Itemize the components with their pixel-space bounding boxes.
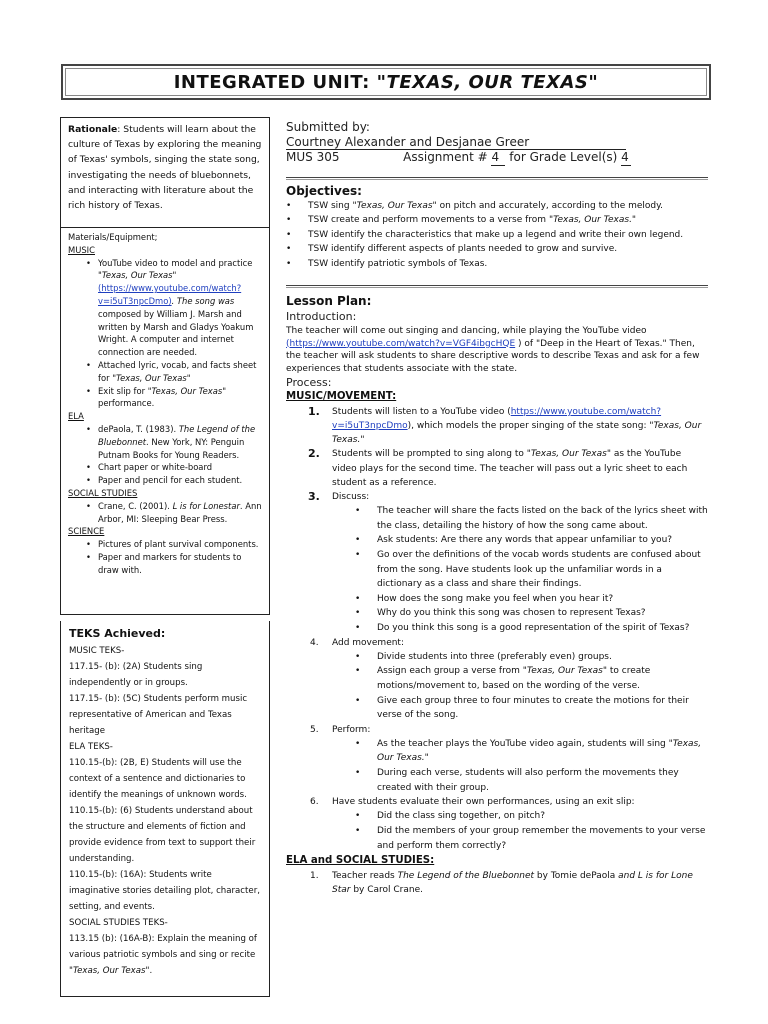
- course-line: [286, 150, 708, 166]
- teks-box: [60, 621, 270, 997]
- discuss-list: [332, 504, 708, 635]
- list-item: • Pictures of plant survival components.: [86, 538, 263, 551]
- rationale-label: Rationale: [68, 124, 118, 135]
- introduction-heading: Introduction:: [286, 310, 357, 324]
- title-italic: "TEXAS, OUR TEXAS": [376, 72, 599, 93]
- materials-ss-label: SOCIAL STUDIES: [68, 487, 138, 498]
- divider: [286, 177, 708, 180]
- list-item: 1. Teacher reads The Legend of the Bluebonnet by Tomie dePaola and L is for Lone Star by Carol Crane.: [310, 870, 693, 895]
- teks-line: MUSIC TEKS-: [69, 646, 125, 656]
- list-item: • Paper and pencil for each student.: [86, 474, 263, 487]
- teks-heading: TEKS Achieved:: [69, 627, 166, 640]
- list-item: • TSW identify the characteristics that make up a legend and write their own legend.: [308, 228, 708, 242]
- submitted-names: Courtney Alexander and Desjanae Greer: [286, 135, 626, 151]
- youtube-link[interactable]: (https://www.youtube.com/watch?v=i5uT3npcDmo): [98, 283, 242, 306]
- teks-line: SOCIAL STUDIES TEKS-: [69, 918, 168, 928]
- teks-line: 113.15 (b): (16A-B): Explain the meaning of various patriotic symbols and sing or recite "Texas, Our Texas".: [69, 934, 257, 976]
- materials-music-label: MUSIC: [68, 244, 95, 255]
- list-item: • Give each group three to four minutes to create the motions for their verse of the song.: [377, 694, 708, 723]
- assignment-label: Assignment #: [403, 150, 492, 164]
- list-item: • Chart paper or white-board: [86, 461, 263, 474]
- materials-ela-label: ELA: [68, 411, 84, 422]
- list-item: • Ask students: Are there any words that appear unfamiliar to you?: [377, 533, 708, 548]
- teks-line: 110.15-(b): (2B, E) Students will use the context of a sentence and dictionaries to identify the meanings of unknown words.: [69, 758, 247, 800]
- teks-line: ELA TEKS-: [69, 742, 113, 752]
- list-item: • The teacher will share the facts listed on the back of the lyrics sheet with the class, detailing the history of how the song came about.: [377, 504, 708, 533]
- music-steps: [286, 405, 708, 854]
- list-item: 4. Add movement: • Divide students into three (preferably even) groups. • Assign each group a verse from "Texas, Our Texas" to create motions/movement to, based on the wording of the verse. • Give each group three to four minutes to create the motions for their verse of the song.: [332, 636, 708, 723]
- list-item: • Attached lyric, vocab, and facts sheet for "Texas, Our Texas": [86, 359, 263, 385]
- title-prefix: INTEGRATED UNIT:: [173, 72, 377, 93]
- left-column: [60, 117, 270, 997]
- list-item: • Did the members of your group remember the movements to your verse and perform them correctly?: [377, 824, 708, 853]
- list-item: • Why do you think this song was chosen to represent Texas?: [377, 606, 708, 621]
- teks-line: 110.15-(b): (16A): Students write imaginative stories detailing plot, character, setting, and events.: [69, 870, 260, 912]
- process-heading: Process:: [286, 375, 332, 389]
- materials-box: [60, 228, 270, 615]
- list-item: • Assign each group a verse from "Texas, Our Texas" to create motions/movement to, based on the wording of the verse.: [377, 664, 708, 693]
- list-item: • TSW create and perform movements to a verse from "Texas, Our Texas.": [308, 213, 708, 227]
- right-column: [286, 120, 708, 897]
- materials-ela-list: [68, 423, 263, 487]
- list-item: • dePaola, T. (1983). The Legend of the Bluebonnet. New York, NY: Penguin Putnam Books for Young Readers.: [86, 423, 263, 461]
- teks-line: 117.15- (b): (2A) Students sing independently or in groups.: [69, 662, 203, 688]
- objectives-heading: Objectives:: [286, 183, 362, 198]
- grade-label: for Grade Level(s): [505, 150, 622, 164]
- course-code: MUS 305: [286, 150, 340, 164]
- list-item: • TSW sing "Texas, Our Texas" on pitch and accurately, according to the melody.: [308, 199, 708, 213]
- submitted-by: [286, 120, 708, 150]
- lesson-plan-heading: Lesson Plan:: [286, 293, 372, 308]
- grade-number: 4: [621, 150, 631, 166]
- exit-slip-list: [332, 809, 708, 853]
- list-item: • As the teacher plays the YouTube video again, students will sing "Texas, Our Texas.": [377, 737, 708, 766]
- list-item: • Divide students into three (preferably even) groups.: [377, 650, 708, 665]
- youtube-link[interactable]: https://www.youtube.com/watch?v=i5uT3npcDmo: [332, 406, 662, 431]
- ela-steps: [286, 869, 708, 897]
- submitted-label: Submitted by:: [286, 120, 370, 134]
- teks-line: 117.15- (b): (5C) Students perform music representative of American and Texas heritage: [69, 694, 248, 736]
- introduction-text: The teacher will come out singing and dancing, while playing the YouTube video (https://www.youtube.com/watch?v=VGF4ibgcHQE ) of "Deep in the Heart of Texas." Then, the teacher will ask students to share descriptive words to describe Texas and ask for a few experiences that students associate with the state.: [286, 325, 700, 375]
- assignment-number: 4: [491, 150, 505, 166]
- list-item: • Do you think this song is a good representation of the spirit of Texas?: [377, 621, 708, 636]
- music-movement-heading: MUSIC/MOVEMENT:: [286, 391, 397, 403]
- materials-science-label: SCIENCE: [68, 526, 105, 537]
- list-item: • Go over the definitions of the vocab words students are confused about from the song. Have students look up the unfamiliar words in a dictionary as a class and share their findings.: [377, 548, 708, 592]
- perform-list: [332, 737, 708, 795]
- list-item: • Exit slip for "Texas, Our Texas" performance.: [86, 385, 263, 411]
- rationale-text: : Students will learn about the culture of Texas by exploring the meaning of Texas' symbols, singing the state song, investigating the needs of bluebonnets, and interacting with literature about the rich history of Texas.: [68, 124, 262, 212]
- materials-music-list: [68, 257, 263, 411]
- list-item: 5. Perform: • As the teacher plays the YouTube video again, students will sing "Texas, Our Texas." • During each verse, students will also perform the movements they created with their group.: [332, 723, 708, 796]
- rationale-box: [60, 117, 270, 228]
- title-box: [61, 64, 711, 100]
- movement-list: [332, 650, 708, 723]
- divider: [286, 285, 708, 288]
- ela-ss-heading: ELA and SOCIAL STUDIES:: [286, 855, 435, 867]
- list-item: 1. Students will listen to a YouTube video (https://www.youtube.com/watch?v=i5uT3npcDmo), which models the proper singing of the state song: "Texas, Our Texas.": [308, 404, 702, 446]
- list-item: • How does the song make you feel when you hear it?: [377, 592, 708, 607]
- objectives-list: [286, 199, 708, 271]
- materials-heading: Materials/Equipment;: [68, 232, 158, 242]
- list-item: • Crane, C. (2001). L is for Lonestar. Ann Arbor, MI: Sleeping Bear Press.: [86, 500, 263, 526]
- list-item: • YouTube video to model and practice "Texas, Our Texas" (https://www.youtube.com/watch?v=i5uT3npcDmo). The song was composed by William J. Marsh and written by Marsh and Gladys Yoakum Wright. A computer and internet connection are needed.: [86, 257, 263, 359]
- list-item: • Did the class sing together, on pitch?: [377, 809, 708, 824]
- list-item: • During each verse, students will also perform the movements they created with their group.: [377, 766, 708, 795]
- list-item: 6. Have students evaluate their own performances, using an exit slip: • Did the class sing together, on pitch? • Did the members of your group remember the movements to your verse and perform them correctly?: [332, 795, 708, 853]
- list-item: • TSW identify patriotic symbols of Texas.: [308, 257, 708, 271]
- list-item: 3. Discuss: • The teacher will share the facts listed on the back of the lyrics sheet with the class, detailing the history of how the song came about. • Ask students: Are there any words that appear unfamiliar to you? • Go over the definitions of the vocab words students are confused about from the song. Have students look up the unfamiliar words in a dictionary as a class and share their findings. • How does the song make you feel when you hear it? • Why do you think this song was chosen to represent Texas? • Do you think this song is a good representation of the spirit of Texas?: [332, 490, 708, 636]
- youtube-link[interactable]: (https://www.youtube.com/watch?v=VGF4ibgcHQE: [286, 338, 516, 349]
- materials-ss-list: [68, 500, 263, 526]
- list-item: • Paper and markers for students to draw with.: [86, 551, 263, 577]
- list-item: • TSW identify different aspects of plants needed to grow and survive.: [308, 242, 708, 256]
- materials-science-list: [68, 538, 263, 576]
- page-title: [63, 72, 709, 93]
- teks-line: 110.15-(b): (6) Students understand about the structure and elements of fiction and provide evidence from text to support their understanding.: [69, 806, 256, 864]
- list-item: 2. Students will be prompted to sing along to "Texas, Our Texas" as the YouTube video plays for the second time. The teacher will pass out a lyric sheet to each student as a reference.: [308, 447, 688, 488]
